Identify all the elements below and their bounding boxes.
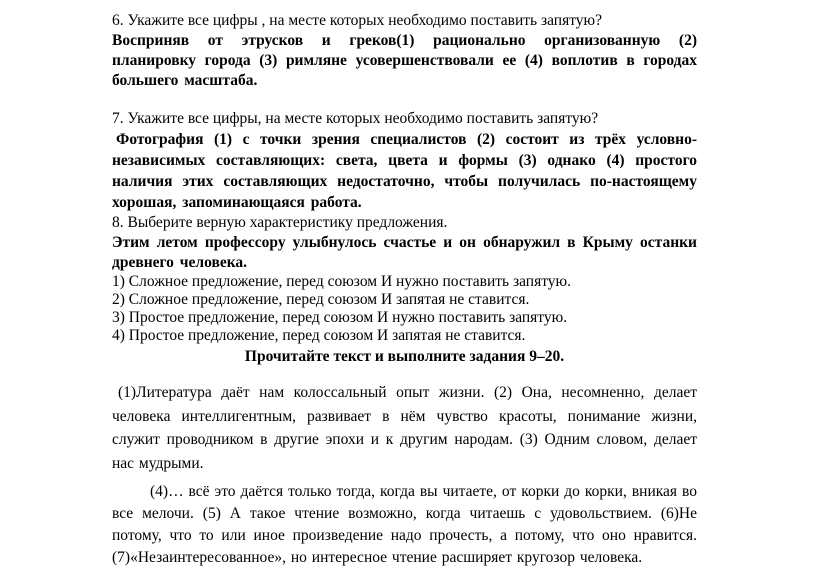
question-8-option-2: 2) Сложное предложение, перед союзом И запятая не ставится. bbox=[112, 291, 530, 308]
question-8-option-4: 4) Простое предложение, перед союзом И запятая не ставится. bbox=[112, 327, 526, 344]
reading-paragraph-1: (1)Литература даёт нам колоссальный опыт жизни. (2) Она, несомненно, делает человека интеллигентным, развивает в нём чувство красоты, понимание жизни, служит проводником в другие эпохи и к другим народам. (3) Одним словом, делает нас мудрыми. bbox=[112, 384, 697, 472]
question-8-prompt: 8. Выберите верную характеристику предложения. bbox=[112, 214, 448, 231]
question-7 bbox=[112, 109, 697, 213]
reading-paragraph-2: (4)… всё это даётся только тогда, когда вы читаете, от корки до корки, вникая во все мелочи. (5) А такое чтение возможно, когда читаешь с удовольствием. (6)Не потому, что то или иное произведение надо прочесть, а потому, что оно нравится. (7)«Незаинтересованное», но интересное чтение расширяет кругозор человека. bbox=[112, 483, 697, 566]
question-8 bbox=[112, 213, 697, 345]
question-6 bbox=[112, 11, 697, 91]
question-6-statement: Восприняв от этрусков и греков(1) рационально организованную (2) планировку города (3) римляне усовершенствовали ее (4) воплотив в городах большего масштаба. bbox=[112, 32, 697, 89]
question-6-prompt: 6. Укажите все цифры , на месте которых необходимо поставить запятую? bbox=[112, 12, 603, 29]
question-8-option-3: 3) Простое предложение, перед союзом И нужно поставить запятую. bbox=[112, 309, 568, 326]
question-8-option-1: 1) Сложное предложение, перед союзом И нужно поставить запятую. bbox=[112, 273, 571, 290]
reading-section-heading: Прочитайте текст и выполните задания 9–20. bbox=[244, 348, 565, 365]
question-7-statement: Фотография (1) с точки зрения специалистов (2) состоит из трёх условно-независимых составляющих: света, цвета и формы (3) однако (4) простого наличия этих составляющих недостаточно, чтобы получилась по-настоящему хорошая, запоминающаяся работа. bbox=[112, 131, 697, 211]
question-8-statement: Этим летом профессору улыбнулось счастье и он обнаружил в Крыму останки древнего человека. bbox=[112, 234, 697, 271]
question-7-prompt: 7. Укажите все цифры, на месте которых необходимо поставить запятую? bbox=[112, 110, 599, 127]
question-8-options bbox=[112, 273, 697, 345]
